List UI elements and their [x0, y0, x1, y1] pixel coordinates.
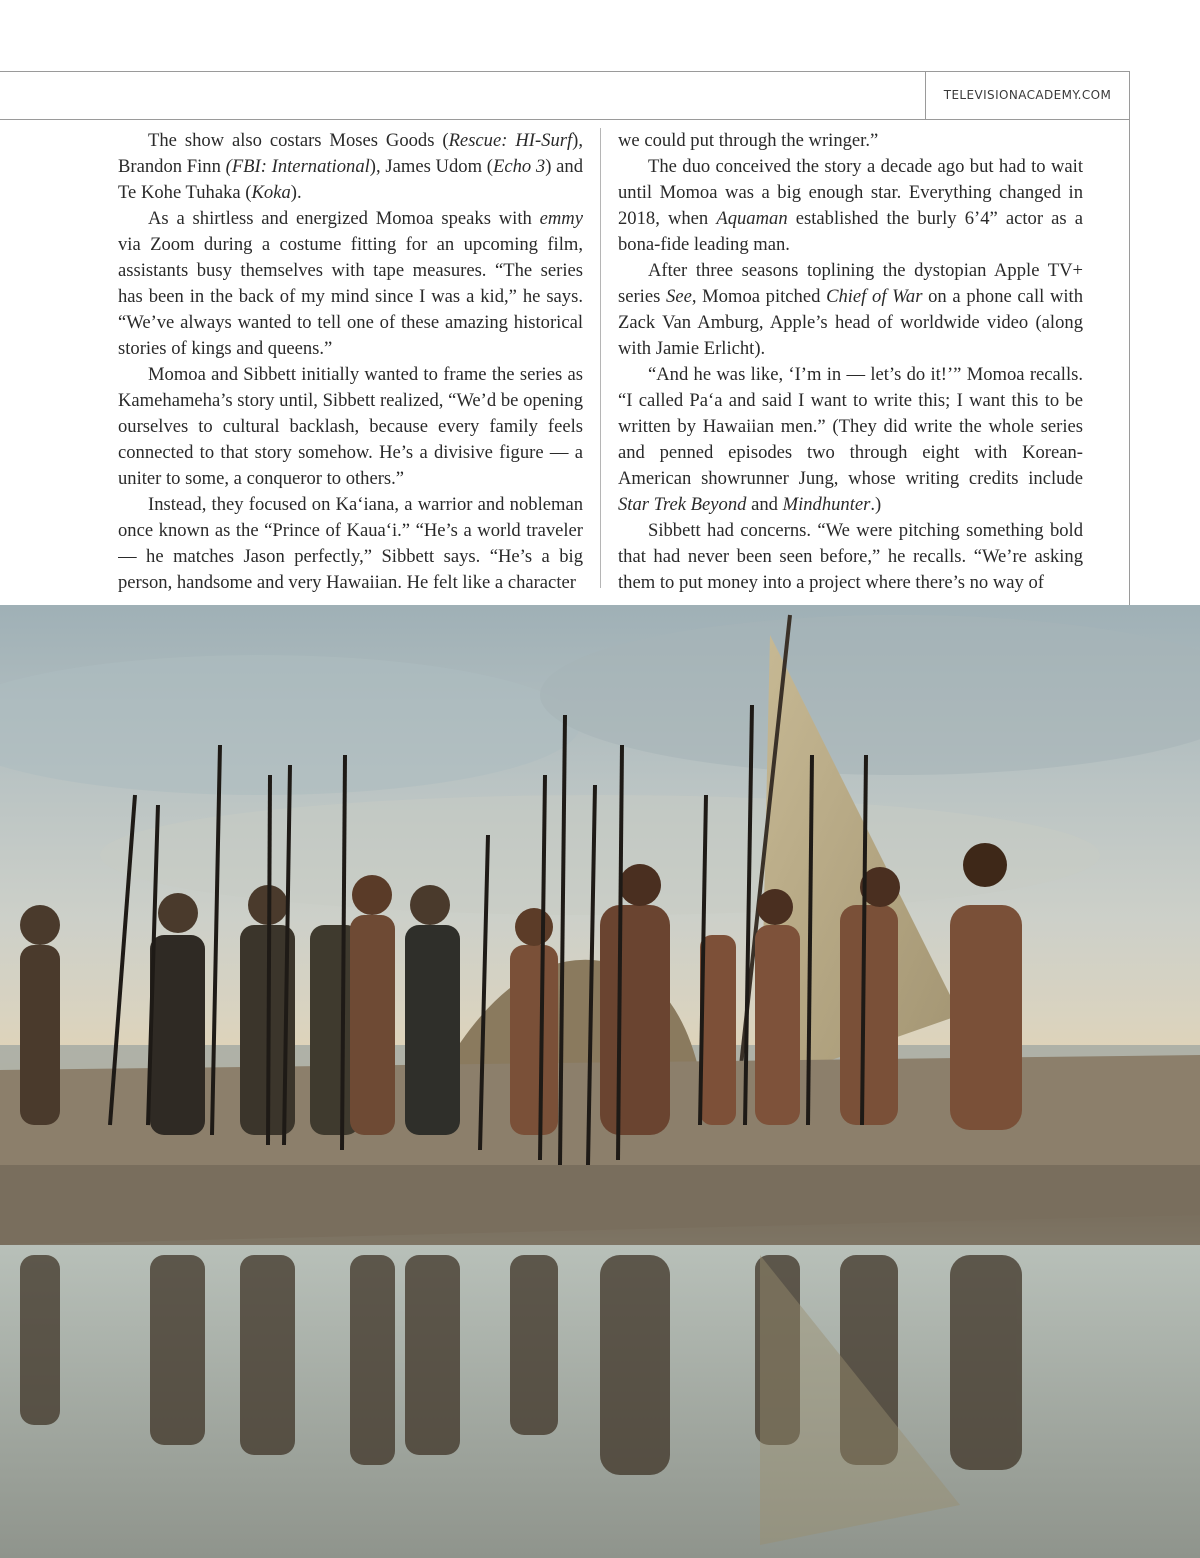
paragraph: The duo conceived the story a decade ago but had to wait until Momoa was a big enough star. Everything changed in 2018, when Aquaman established the burly 6’4” actor as a bona-fide leading man. [618, 156, 1083, 255]
paragraph: Sibbett had concerns. “We were pitching something bold that had never been seen before,” he recalls. “We’re asking them to put money into a project where there’s no way of [618, 520, 1083, 593]
paragraph: Instead, they focused on Kaʻiana, a warrior and nobleman once known as the “Prince of Kauaʻi.” “He’s a world traveler — he matches Jason perfectly,” Sibbett says. “He’s a big person, handsome and very Hawaiian. He felt like a character [118, 494, 583, 593]
beach-warriors-photo [0, 605, 1200, 1558]
page-frame-right [1129, 71, 1130, 605]
paragraph: As a shirtless and energized Momoa speaks with emmy via Zoom during a costume fitting for an upcoming film, assistants busy themselves with tape measures. “The series has been in the back of my mind since I was a kid,” he says. “We’ve always wanted to tell one of these amazing historical stories of kings and queens.” [118, 208, 583, 359]
header-underline [0, 119, 1130, 120]
paragraph: “And he was like, ‘I’m in — let’s do it!’” Momoa recalls. “I called Paʻa and said I want to write this; I want this to be written by Hawaiian men.” (They did write the whole series and penned episodes two through eight with Korean-American showrunner Jung, whose writing credits include Star Trek Beyond and Mindhunter.) [618, 364, 1083, 515]
site-name: TELEVISIONACADEMY.COM [943, 88, 1112, 102]
paragraph: Momoa and Sibbett initially wanted to frame the series as Kamehameha’s story until, Sibbett realized, “We’d be opening ourselves to cultural backlash, because every family feels connected to that story somehow. He’s a divisive figure — a uniter to some, a conqueror to others.” [118, 364, 583, 489]
column-divider [600, 128, 601, 588]
paragraph: The show also costars Moses Goods (Rescue: HI-Surf), Brandon Finn (FBI: International), James Udom (Echo 3) and Te Kohe Tuhaka (Koka). [118, 130, 583, 203]
article-column-right [618, 128, 1083, 606]
article-column-left [118, 128, 583, 606]
paragraph: After three seasons toplining the dystopian Apple TV+ series See, Momoa pitched Chief of War on a phone call with Zack Van Amburg, Apple’s head of worldwide video (along with Jamie Erlicht). [618, 260, 1083, 359]
photo-illustration [0, 605, 1200, 1558]
paragraph: we could put through the wringer.” [618, 130, 879, 151]
